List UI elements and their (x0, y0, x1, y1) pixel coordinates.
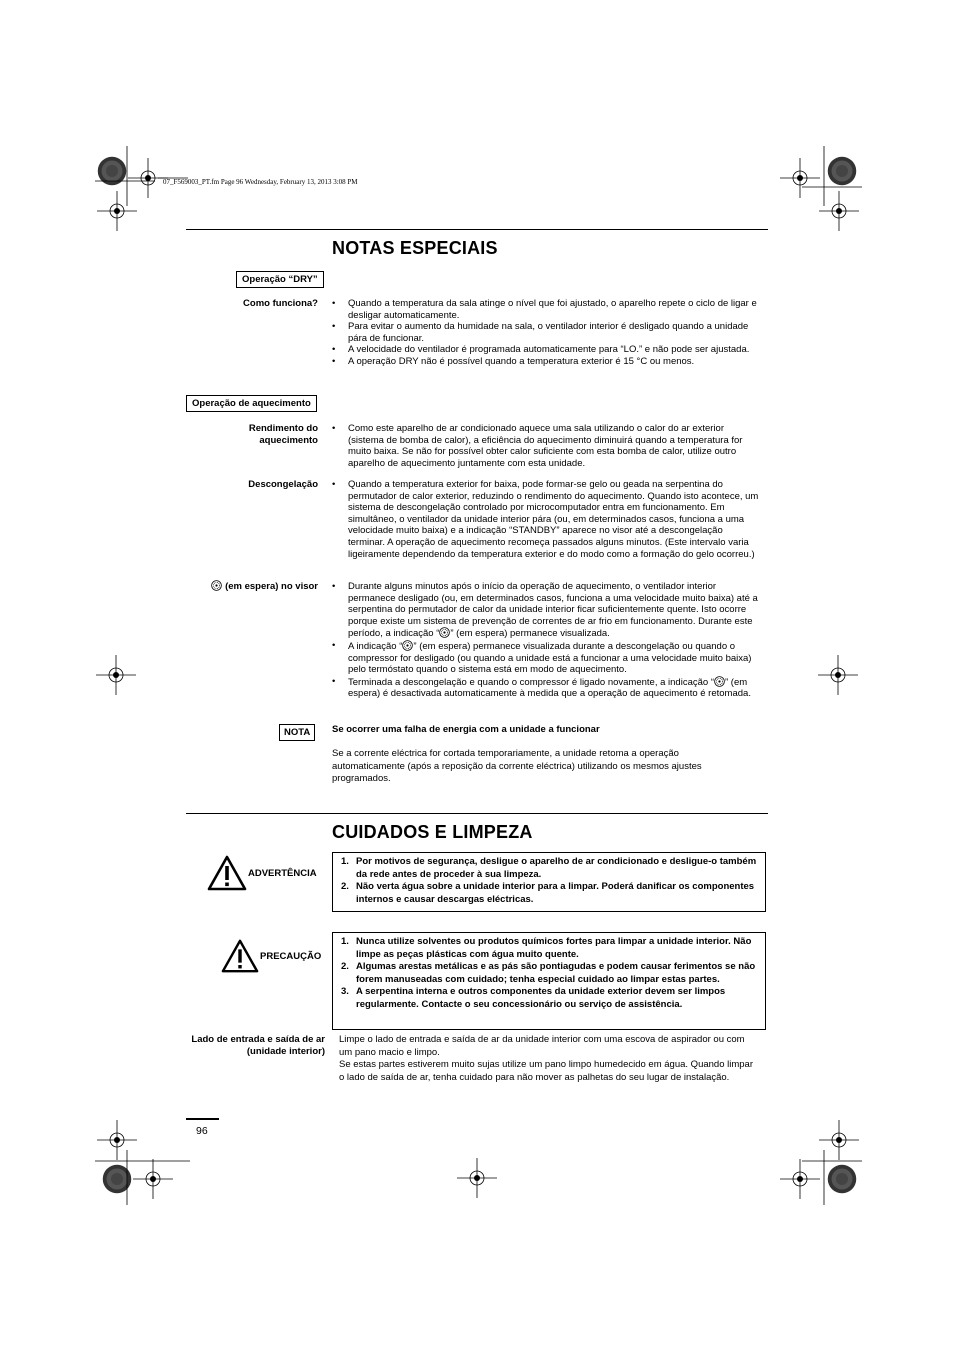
lado-entrada-text: Limpe o lado de entrada e saída de ar da unidade interior com uma escova de aspirador ou com um pano macio e limpo. Se estas partes estiverem muito sujas utilize um pano limpo humedecido em água. Quando limpar o lado de saída de ar, tenha cuidado para não mover as palhetas do seu lugar de instalação. (339, 1034, 753, 1083)
list-item: 2. Algumas arestas metálicas e as pás são pontiagudas e podem causar ferimentos se não forem manuseadas com cuidado; tenha especial cuidado ao limpar estas partes. (341, 961, 756, 985)
nota-box: NOTA (279, 724, 315, 741)
list-item: 3. A serpentina interna e outros componentes da unidade exterior devem ser limpos regularmente. Contacte o seu concessionário ou serviço de assistência. (341, 986, 726, 1010)
como-funciona-list (332, 298, 762, 368)
standby-icon (439, 627, 450, 638)
list-item: • Como este aparelho de ar condicionado aquece uma sala utilizando o calor do ar exterior (sistema de bomba de calor), a eficiência do aquecimento diminuirá quando a temperatura for muito baixa. Se não for possível obter calor suficiente com esta bomba de calor, utilize outro aparelho de aquecimento juntamente com esta unidade. (332, 423, 762, 469)
heating-operation-box: Operação de aquecimento (186, 395, 317, 412)
nota-title: Se ocorrer uma falha de energia com a unidade a funcionar (332, 724, 600, 735)
precaucao-label: PRECAUÇÃO (260, 951, 322, 962)
warning-triangle-icon (207, 854, 247, 892)
standby-icon (714, 676, 725, 687)
rendimento-list (332, 423, 762, 469)
crop-mark-bottom-right (772, 1115, 862, 1205)
section-rule (186, 229, 768, 230)
nota-text: Se a corrente eléctrica for cortada temporariamente, a unidade retoma a operação automaticamente (após a reposição da corrente eléctrica) utilizando os mesmos ajustes programados. (332, 748, 702, 785)
em-espera-list (332, 581, 762, 700)
list-item: 1. Por motivos de segurança, desligue o aparelho de ar condicionado e desligue-o também da rede antes de proceder à sua limpeza. (341, 856, 757, 880)
advertencia-box (332, 852, 766, 912)
list-item: • Quando a temperatura da sala atinge o nível que foi ajustado, o aparelho repete o ciclo de ligar e desligar automaticamente. (332, 298, 762, 321)
list-item: • A operação DRY não é possível quando a temperatura exterior é 15 °C ou menos. (332, 356, 762, 368)
crop-mark-mid-right (818, 655, 858, 695)
section-rule (186, 813, 768, 814)
em-espera-label (211, 580, 318, 593)
list-item: • Durante alguns minutos após o início da operação de aquecimento, o ventilador interior permanece desligado (ou, em determinados casos, funciona a uma velocidade muito baixa) até a serpentina do permutador de calor da unidade interior ficar suficientemente quente. Isto ocorre porque existe um sistema de prevenção de correntes de ar frio em funcionamento. Durante este período, a indicação “ ” (em espera) permanece visualizada. (332, 581, 762, 640)
crop-mark-bottom-left (95, 1115, 190, 1205)
como-funciona-label: Como funciona? (243, 298, 318, 309)
list-item: 2. Não verta água sobre a unidade interior para a limpar. Poderá danificar os componentes internos e causar descargas eléctricas. (341, 881, 755, 905)
list-item: • Terminada a descongelação e quando o compressor é ligado novamente, a indicação “ ” (em espera) é desactivada automaticamente à medida que a operação de aquecimento é retomada. (332, 676, 762, 700)
page-number: 96 (196, 1125, 208, 1137)
list-item: • A indicação “ ” (em espera) permanece visualizada durante a descongelação ou quando o compressor for desligado (ou quando a unidade está a funcionar a uma velocidade muito baixa) pelo termóstato quando o sistema está em modo de aquecimento. (332, 640, 762, 676)
list-item: 1. Nunca utilize solventes ou produtos químicos fortes para limpar a unidade interior. Não limpe as peças plásticas com água muito quente. (341, 936, 752, 960)
list-item: • Quando a temperatura exterior for baixa, pode formar-se gelo ou geada na serpentina do permutador de calor exterior, reduzindo o rendimento do aquecimento. Quando isto acontece, um sistema de descongelação controlado por microcomputador entra em funcionamento. Em simultâneo, o ventilador da unidade interior pára (ou, em determinados casos, funciona a uma velocidade muito baixa) e a indicação “STANDBY” aparece no visor até a descongelação terminar. A operação de aquecimento recomeça passados alguns minutos. (Este intervalo varia ligeiramente dependendo da temperatura exterior e do modo como a formação do gelo ocorreu.) (332, 479, 762, 560)
standby-icon (211, 580, 222, 591)
dry-operation-box: Operação “DRY” (236, 271, 324, 288)
crop-mark-bottom-center (457, 1158, 497, 1198)
caution-triangle-icon (221, 938, 259, 974)
crop-mark-mid-left (96, 655, 136, 695)
section-title: NOTAS ESPECIAIS (332, 238, 498, 258)
list-item: • A velocidade do ventilador é programada automaticamente para “LO.” e não pode ser ajustada. (332, 344, 762, 356)
crop-mark-top-right (772, 146, 862, 241)
rendimento-label: Rendimento do aquecimento (248, 423, 318, 446)
precaucao-box (332, 932, 766, 1030)
list-item: • Para evitar o aumento da humidade na sala, o ventilador interior é desligado quando a unidade pára de funcionar. (332, 321, 762, 344)
page-number-rule (186, 1118, 219, 1120)
standby-icon (402, 640, 413, 651)
advertencia-label: ADVERTÊNCIA (248, 868, 317, 879)
lado-entrada-label: Lado de entrada e saída de ar (unidade interior) (191, 1034, 325, 1057)
descongelacao-label: Descongelação (248, 479, 318, 490)
section-title: CUIDADOS E LIMPEZA (332, 822, 533, 842)
file-header: 07_F569003_PT.fm Page 96 Wednesday, February 13, 2013 3:08 PM (163, 178, 358, 186)
descongelacao-list (332, 479, 762, 560)
em-espera-label-text: (em espera) no visor (225, 581, 318, 592)
